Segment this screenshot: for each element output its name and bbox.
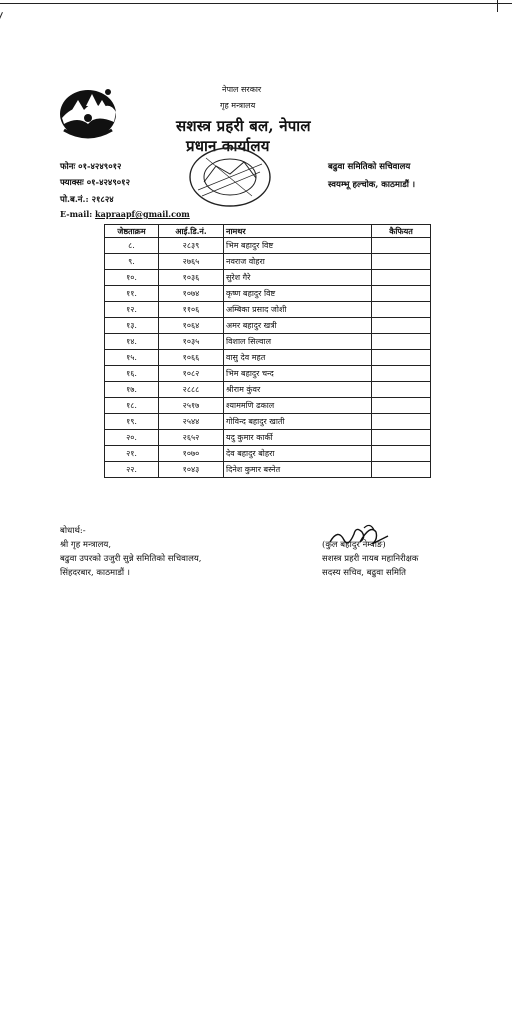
cell-remark [372, 398, 431, 414]
cell-rank: २०. [105, 430, 159, 446]
table-header-row [105, 225, 431, 238]
table-row [105, 446, 431, 462]
cell-remark [372, 270, 431, 286]
cell-remark [372, 430, 431, 446]
cell-rank: ११. [105, 286, 159, 302]
secretariat-address: स्वयम्भू हल्चोक, काठमाडौं । [328, 180, 416, 190]
distribution-line-2: बढुवा उपरको उजुरी सुन्ने समितिको सचिवालय, [60, 554, 202, 564]
scan-edge-top [0, 3, 512, 4]
table-row [105, 430, 431, 446]
cell-id: १०७४ [159, 286, 224, 302]
cell-name: कृष्ण बहादुर विष्ट [224, 286, 372, 302]
distribution-block [60, 524, 201, 580]
distribution-label: बोधार्थ:- [60, 526, 86, 536]
cell-remark [372, 238, 431, 254]
header-id: आई.डि.नं. [159, 225, 224, 238]
email-link[interactable]: kapraapf@gmail.com [95, 209, 190, 219]
header-rank: जेष्ठताक्रम [105, 225, 159, 238]
secretariat-name: बढुवा समितिको सचिवालय [328, 162, 411, 172]
table-row [105, 286, 431, 302]
signatory-role: सदस्य सचिव, बढुवा समिति [322, 568, 407, 578]
cell-name: विशाल सिल्वाल [224, 334, 372, 350]
table-row [105, 366, 431, 382]
cell-id: २५४४ [159, 414, 224, 430]
cell-remark [372, 382, 431, 398]
signatory-name: (कुल बहादुर नेम्वाङ) [322, 540, 386, 550]
cell-id: १०८२ [159, 366, 224, 382]
cell-remark [372, 286, 431, 302]
cell-rank: १७. [105, 382, 159, 398]
cell-name: नवराज वोहरा [224, 254, 372, 270]
table-row [105, 302, 431, 318]
distribution-line-1: श्री गृह मन्त्रालय, [60, 540, 112, 550]
cell-remark [372, 334, 431, 350]
cell-remark [372, 446, 431, 462]
cell-rank: ९. [105, 254, 159, 270]
cell-name: भिम बहादुर विष्ट [224, 238, 372, 254]
cell-id: १०३५ [159, 334, 224, 350]
cell-id: १०६४ [159, 318, 224, 334]
table-row [105, 414, 431, 430]
header-remark: कैफियत [372, 225, 431, 238]
cell-name: वासु देव महत [224, 350, 372, 366]
table-row [105, 270, 431, 286]
email-line [60, 209, 190, 219]
table-row [105, 382, 431, 398]
header-government: नेपाल सरकार [222, 85, 262, 94]
cell-rank: १६. [105, 366, 159, 382]
table-row [105, 238, 431, 254]
cell-id: २७६५ [159, 254, 224, 270]
cell-rank: १४. [105, 334, 159, 350]
fax-number: फ्याक्सः ०१-४२४९०१२ [60, 178, 131, 188]
table-row [105, 462, 431, 478]
cell-name: यदु कुमार कार्की [224, 430, 372, 446]
signatory-title: सशस्त्र प्रहरी नायब महानिरीक्षक [322, 554, 419, 564]
cell-remark [372, 414, 431, 430]
cell-id: १०६६ [159, 350, 224, 366]
cell-rank: ८. [105, 238, 159, 254]
cell-name: गोविन्द बहादुर खाती [224, 414, 372, 430]
cell-id: २५१७ [159, 398, 224, 414]
distribution-line-3: सिंहदरबार, काठमाडौं । [60, 568, 131, 578]
cell-id: २८३९ [159, 238, 224, 254]
office-stamp [186, 144, 274, 210]
header-ministry: गृह मन्त्रालय [220, 101, 256, 110]
cell-name: श्रीराम कुंवर [224, 382, 372, 398]
cell-rank: १३. [105, 318, 159, 334]
cell-id: २६५२ [159, 430, 224, 446]
header-office: प्रधान कार्यालय [186, 137, 270, 155]
cell-id: १०३६ [159, 270, 224, 286]
table-row [105, 334, 431, 350]
cell-remark [372, 462, 431, 478]
po-box-number: पो.ब.नं.: २१८२४ [60, 195, 114, 205]
cell-rank: १८. [105, 398, 159, 414]
phone-number: फोनः ०१-४२४९०१२ [60, 162, 122, 172]
cell-rank: १५. [105, 350, 159, 366]
cell-name: अमर बहादुर खत्री [224, 318, 372, 334]
cell-name: दिनेश कुमार बस्नेत [224, 462, 372, 478]
header-name: नामथर [224, 225, 372, 238]
cell-rank: १०. [105, 270, 159, 286]
table-row [105, 318, 431, 334]
cell-remark [372, 254, 431, 270]
signatory-block [322, 538, 418, 580]
table-row [105, 398, 431, 414]
table-row [105, 254, 431, 270]
cell-rank: १२. [105, 302, 159, 318]
cell-rank: २२. [105, 462, 159, 478]
cell-name: भिम बहादुर चन्द [224, 366, 372, 382]
cell-name: सुरेश गैरे [224, 270, 372, 286]
cell-remark [372, 318, 431, 334]
nepal-emblem-logo [56, 80, 120, 144]
cell-name: श्याममणि ढकाल [224, 398, 372, 414]
cell-name: देव बहादुर बोहरा [224, 446, 372, 462]
header-organization: सशस्त्र प्रहरी बल, नेपाल [176, 117, 311, 135]
cell-remark [372, 350, 431, 366]
email-label: E-mail: [60, 209, 93, 219]
cell-id: १०४३ [159, 462, 224, 478]
scan-edge-right [497, 0, 498, 12]
seniority-table [104, 224, 431, 478]
cell-id: ११०६ [159, 302, 224, 318]
cell-rank: १९. [105, 414, 159, 430]
cell-rank: २१. [105, 446, 159, 462]
table-row [105, 350, 431, 366]
cell-remark [372, 302, 431, 318]
cell-id: १०७० [159, 446, 224, 462]
cell-id: २८८८ [159, 382, 224, 398]
cell-name: अम्बिका प्रसाद जोशी [224, 302, 372, 318]
cell-remark [372, 366, 431, 382]
scan-edge-diagonal [0, 12, 3, 49]
